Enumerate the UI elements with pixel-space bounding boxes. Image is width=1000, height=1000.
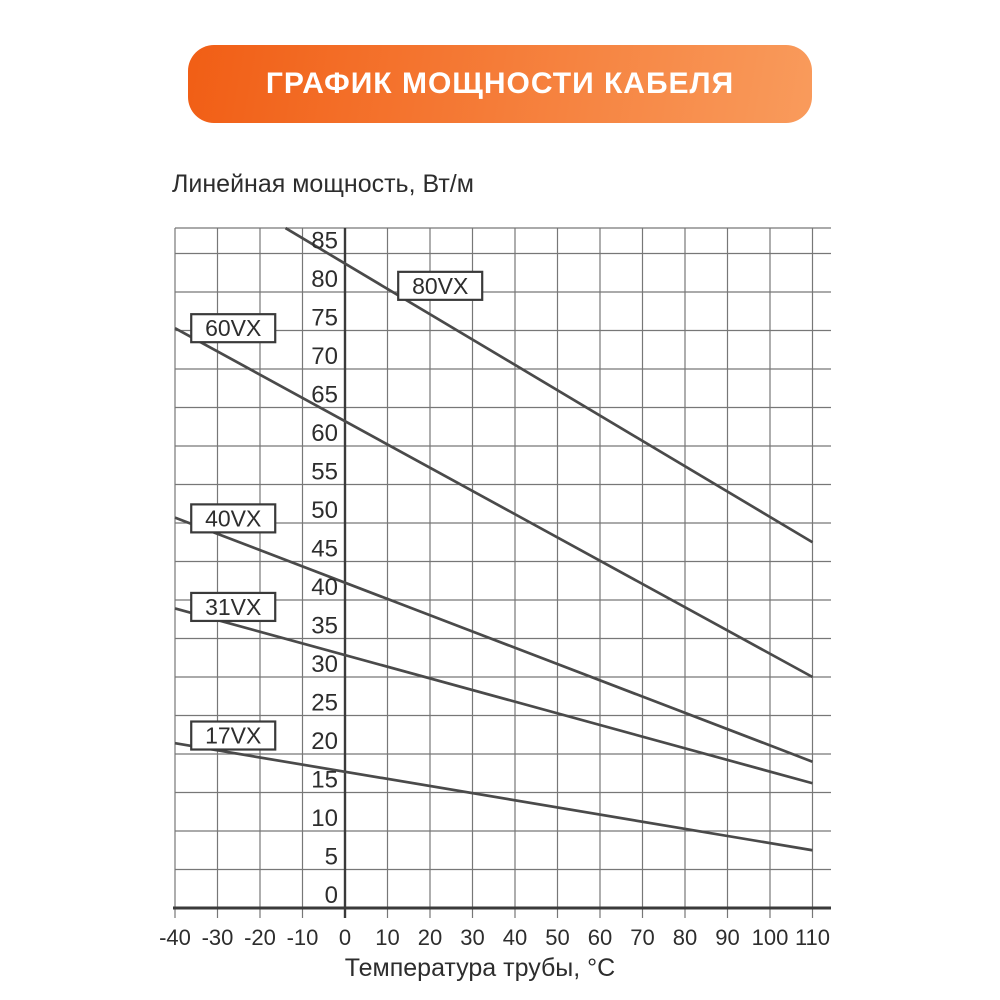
y-axis-title: Линейная мощность, Вт/м <box>172 170 474 198</box>
svg-text:-10: -10 <box>286 925 319 950</box>
svg-text:30: 30 <box>460 925 485 950</box>
svg-text:40: 40 <box>502 925 528 950</box>
svg-text:15: 15 <box>311 766 338 794</box>
y-tick-labels <box>311 228 338 910</box>
svg-text:55: 55 <box>311 458 338 486</box>
series-label-80vx <box>398 272 482 300</box>
svg-text:60: 60 <box>311 420 338 447</box>
series-label-60vx <box>191 314 275 342</box>
svg-text:45: 45 <box>311 535 338 563</box>
series-line-17vx <box>175 743 813 850</box>
svg-text:17VX: 17VX <box>205 722 262 749</box>
svg-text:-40: -40 <box>159 925 191 950</box>
svg-text:110: 110 <box>794 925 831 950</box>
svg-text:60: 60 <box>587 925 613 950</box>
series-line-31vx <box>175 608 813 783</box>
svg-text:10: 10 <box>311 805 338 832</box>
svg-text:-30: -30 <box>201 925 234 950</box>
svg-text:75: 75 <box>311 304 338 332</box>
svg-text:80: 80 <box>311 266 338 293</box>
svg-text:60VX: 60VX <box>205 315 262 342</box>
series-line-60vx <box>175 328 813 677</box>
svg-text:50: 50 <box>545 925 570 950</box>
series-line-80vx <box>286 228 813 542</box>
svg-text:90: 90 <box>715 925 740 950</box>
svg-text:50: 50 <box>311 497 338 524</box>
svg-text:0: 0 <box>338 925 352 950</box>
svg-text:20: 20 <box>311 728 338 755</box>
svg-text:10: 10 <box>375 925 400 950</box>
svg-text:85: 85 <box>311 227 338 255</box>
svg-text:20: 20 <box>417 925 443 950</box>
x-axis-title: Температура трубы, °C <box>344 954 616 982</box>
svg-text:80: 80 <box>672 925 698 950</box>
svg-text:70: 70 <box>311 343 338 370</box>
svg-text:5: 5 <box>324 843 338 871</box>
svg-text:40: 40 <box>311 574 338 601</box>
series-label-17vx <box>191 722 275 750</box>
svg-text:70: 70 <box>630 925 655 950</box>
svg-text:-20: -20 <box>244 925 276 950</box>
series-label-31vx <box>191 593 275 621</box>
svg-text:25: 25 <box>311 689 338 717</box>
svg-text:0: 0 <box>324 882 338 909</box>
series-label-40vx <box>191 504 275 532</box>
banner-title: ГРАФИК МОЩНОСТИ КАБЕЛЯ <box>265 67 735 100</box>
svg-text:65: 65 <box>311 381 338 409</box>
svg-text:80VX: 80VX <box>412 272 469 299</box>
x-tick-labels <box>159 925 830 950</box>
svg-text:40VX: 40VX <box>205 505 262 532</box>
svg-text:100: 100 <box>751 925 789 950</box>
svg-text:31VX: 31VX <box>205 593 262 620</box>
svg-text:30: 30 <box>311 651 338 678</box>
svg-text:35: 35 <box>311 612 338 640</box>
